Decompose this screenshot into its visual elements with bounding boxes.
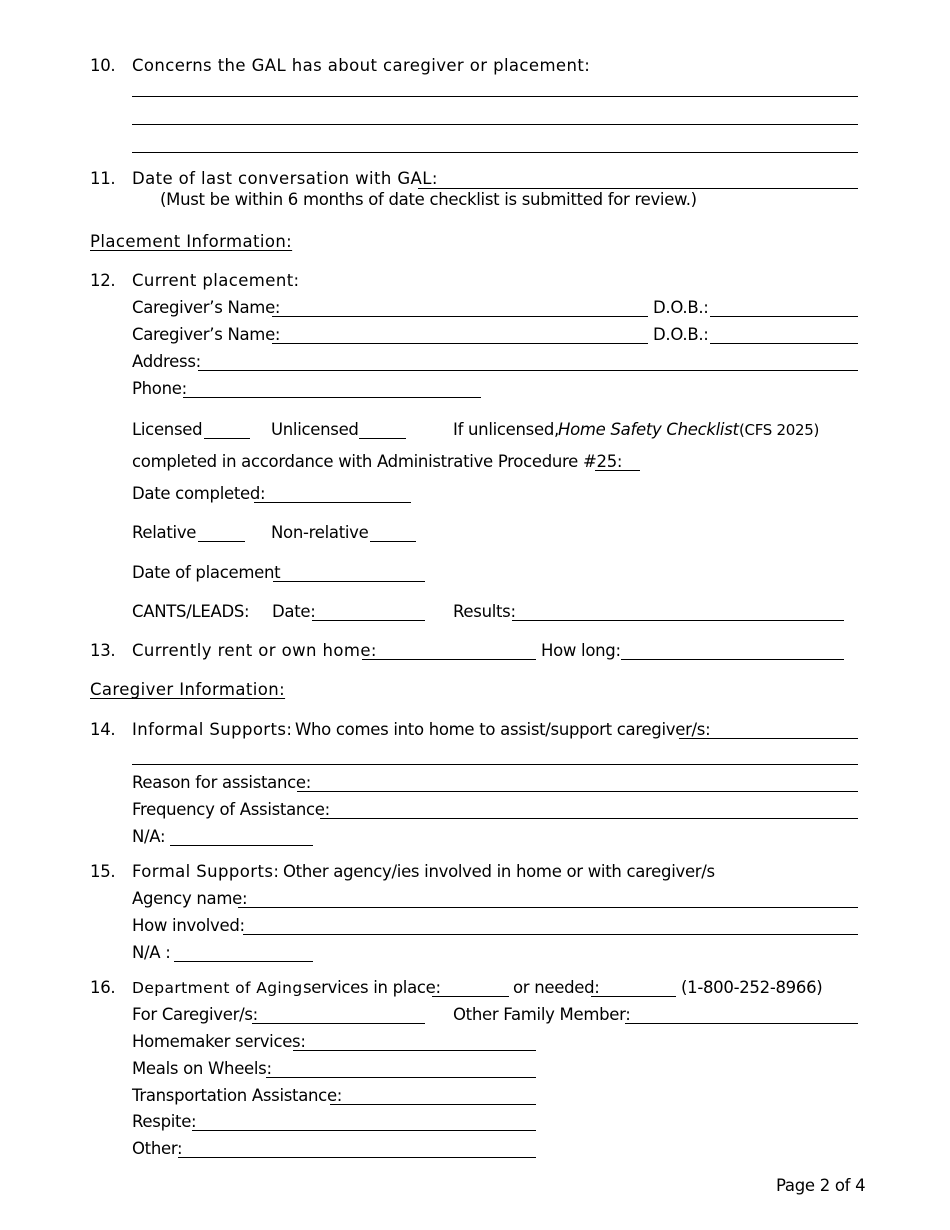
transport-field[interactable]	[330, 1104, 536, 1105]
caregiver1-dob-label: D.O.B.:	[653, 298, 709, 317]
agency-name-label: Agency name:	[132, 889, 248, 908]
respite-field[interactable]	[192, 1130, 536, 1131]
informal-supports-field[interactable]	[679, 738, 858, 739]
completed-accordance-field[interactable]	[595, 470, 640, 471]
q10-answer-line-1[interactable]	[132, 96, 858, 97]
q13-label: Currently rent or own home:	[132, 641, 377, 660]
informal-supports-field-line-2[interactable]	[132, 764, 858, 765]
placement-section-heading: Placement Information:	[90, 232, 293, 251]
reason-label: Reason for assistance:	[132, 773, 312, 792]
q14-na-label: N/A:	[132, 827, 166, 846]
q11-date-field[interactable]	[418, 188, 858, 189]
address-label: Address:	[132, 352, 201, 371]
q14-label: Informal Supports:	[132, 720, 293, 739]
caregiver1-name-field[interactable]	[272, 316, 648, 317]
caregiver1-name-label: Caregiver’s Name:	[132, 298, 281, 317]
for-caregiver-label: For Caregiver/s:	[132, 1005, 258, 1024]
phone-label: Phone:	[132, 379, 187, 398]
non-relative-field[interactable]	[370, 541, 416, 542]
q11-label: Date of last conversation with GAL:	[132, 169, 438, 188]
reason-field[interactable]	[297, 791, 858, 792]
caregiver2-name-field[interactable]	[272, 343, 648, 344]
agency-name-field[interactable]	[238, 907, 858, 908]
homemaker-field[interactable]	[293, 1050, 536, 1051]
respite-label: Respite:	[132, 1112, 197, 1131]
date-of-placement-field[interactable]	[273, 581, 425, 582]
non-relative-label: Non-relative	[271, 523, 369, 542]
q13-number: 13.	[90, 641, 116, 660]
cants-leads-label: CANTS/LEADS:	[132, 602, 250, 621]
q11-number: 11.	[90, 169, 116, 188]
relative-field[interactable]	[198, 541, 245, 542]
services-in-place-field[interactable]	[432, 996, 509, 997]
cants-results-field[interactable]	[512, 620, 844, 621]
q16-label: Department of Aging	[132, 979, 303, 997]
q14-na-field[interactable]	[170, 845, 313, 846]
completed-accordance-text: completed in accordance with Administrative Procedure #25:	[132, 452, 623, 471]
how-involved-field[interactable]	[243, 934, 858, 935]
q15-na-label: N/A :	[132, 943, 171, 962]
how-long-label: How long:	[541, 641, 621, 660]
date-completed-field[interactable]	[254, 502, 411, 503]
if-unlicensed-text: If unlicensed,	[453, 420, 559, 439]
q12-label: Current placement:	[132, 271, 300, 290]
q10-number: 10.	[90, 56, 116, 75]
q16-number: 16.	[90, 978, 116, 997]
unlicensed-label: Unlicensed	[271, 420, 359, 439]
phone-field[interactable]	[183, 397, 481, 398]
services-in-place-label: services in place:	[303, 978, 441, 997]
licensed-label: Licensed	[132, 420, 203, 439]
date-of-placement-label: Date of placement	[132, 563, 281, 582]
or-needed-field[interactable]	[591, 996, 676, 997]
frequency-field[interactable]	[320, 818, 858, 819]
aging-hotline: (1-800-252-8966)	[681, 978, 823, 997]
how-long-field[interactable]	[621, 659, 844, 660]
home-safety-checklist-title: Home Safety Checklist	[558, 420, 739, 439]
cants-date-label: Date:	[272, 602, 316, 621]
relative-label: Relative	[132, 523, 197, 542]
address-field[interactable]	[198, 370, 858, 371]
caregiver2-dob-label: D.O.B.:	[653, 325, 709, 344]
date-completed-label: Date completed:	[132, 484, 266, 503]
caregiver2-dob-field[interactable]	[710, 343, 858, 344]
other-family-field[interactable]	[625, 1023, 858, 1024]
page-number: Page 2 of 4	[776, 1176, 866, 1195]
q15-na-field[interactable]	[174, 961, 313, 962]
or-needed-label: or needed:	[513, 978, 600, 997]
q11-note: (Must be within 6 months of date checklist is submitted for review.)	[160, 190, 697, 209]
caregiver1-dob-field[interactable]	[710, 316, 858, 317]
homemaker-label: Homemaker services:	[132, 1032, 306, 1051]
q12-number: 12.	[90, 271, 116, 290]
caregiver2-name-label: Caregiver’s Name:	[132, 325, 281, 344]
rent-own-field[interactable]	[362, 659, 536, 660]
q15-number: 15.	[90, 862, 116, 881]
meals-field[interactable]	[266, 1077, 536, 1078]
q10-answer-line-3[interactable]	[132, 152, 858, 153]
meals-label: Meals on Wheels:	[132, 1059, 272, 1078]
q14-number: 14.	[90, 720, 116, 739]
cants-results-label: Results:	[453, 602, 516, 621]
cfs-form-code: (CFS 2025)	[739, 421, 820, 439]
other-label: Other:	[132, 1139, 183, 1158]
other-field[interactable]	[178, 1157, 536, 1158]
q14-description: Who comes into home to assist/support caregiver/s:	[295, 720, 711, 739]
unlicensed-field[interactable]	[359, 438, 406, 439]
transport-label: Transportation Assistance:	[132, 1086, 343, 1105]
for-caregiver-field[interactable]	[252, 1023, 425, 1024]
how-involved-label: How involved:	[132, 916, 245, 935]
caregiver-section-heading: Caregiver Information:	[90, 680, 286, 699]
licensed-field[interactable]	[204, 438, 250, 439]
q15-description: Other agency/ies involved in home or with caregiver/s	[283, 862, 715, 881]
q15-label: Formal Supports:	[132, 862, 280, 881]
q10-answer-line-2[interactable]	[132, 124, 858, 125]
frequency-label: Frequency of Assistance:	[132, 800, 330, 819]
other-family-label: Other Family Member:	[453, 1005, 631, 1024]
cants-date-field[interactable]	[312, 620, 425, 621]
q10-label: Concerns the GAL has about caregiver or placement:	[132, 56, 591, 75]
